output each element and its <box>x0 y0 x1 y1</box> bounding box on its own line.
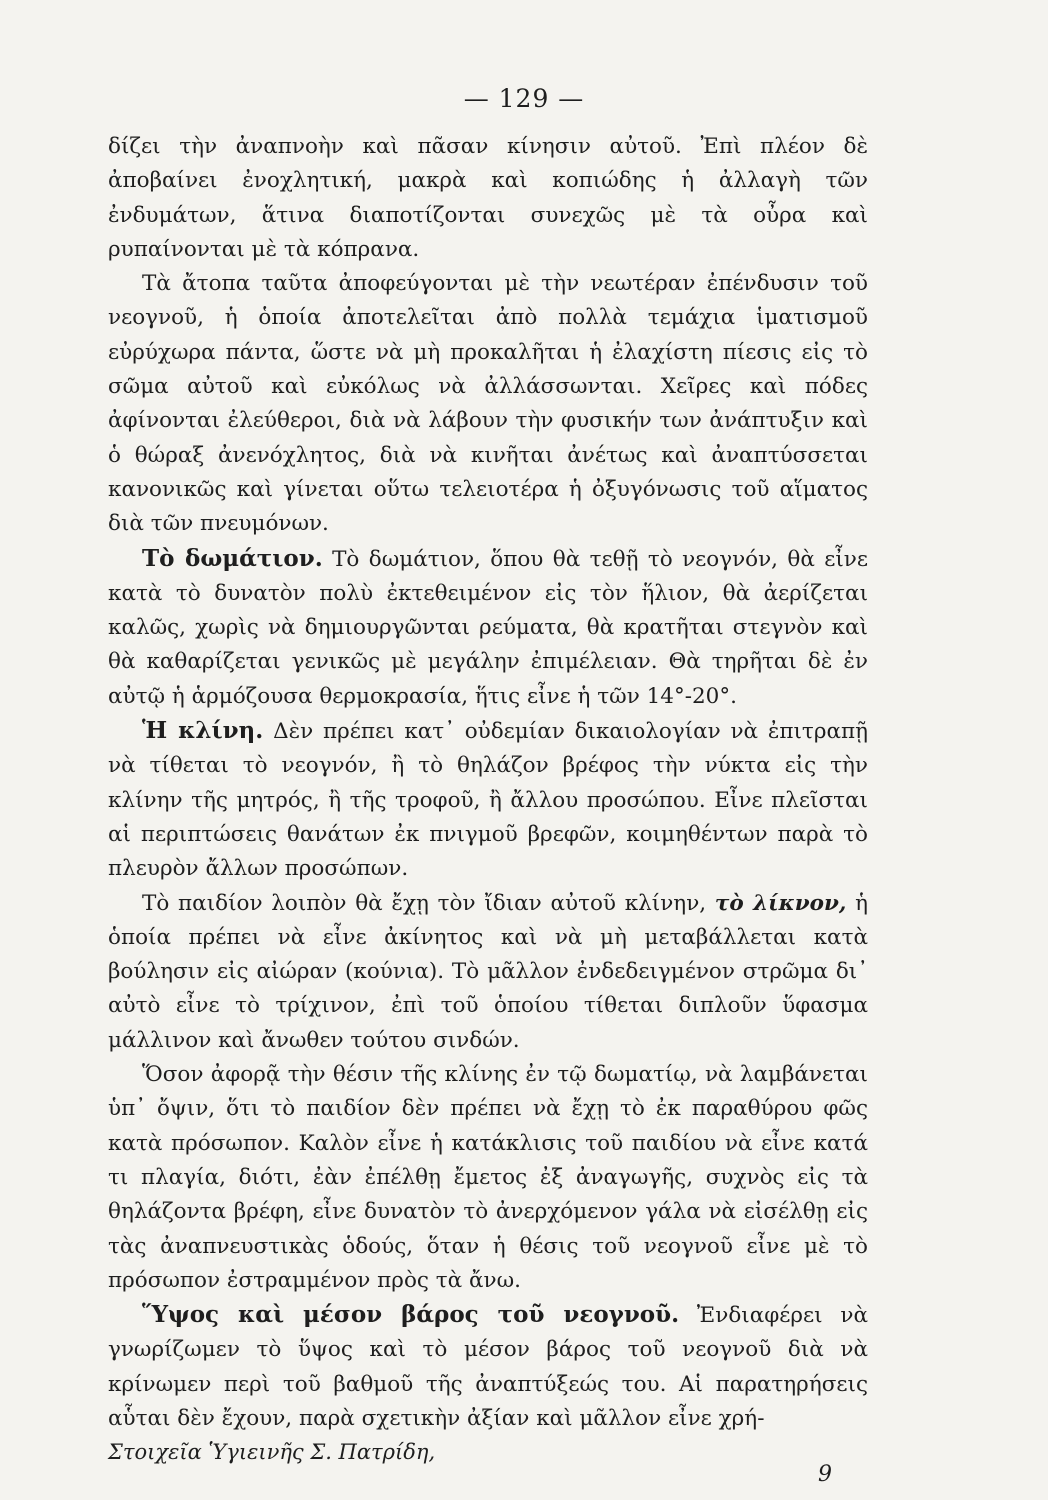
signature-mark: 9 <box>818 1462 832 1487</box>
paragraph-2: Τὰ ἄτοπα ταῦτα ἀποφεύγονται μὲ τὴν νεωτέραν ἐπένδυσιν τοῦ νεογνοῦ, ἡ ὁποία ἀποτελεῖται ἀπὸ πολλὰ τεμάχια ἱματισμοῦ εὐρύχωρα πάντα, ὥστε νὰ μὴ προκαλῆται ἡ ἐλαχίστη πίεσις εἰς τὸ σῶμα αὐτοῦ καὶ εὐκόλως νὰ ἀλλάσσωνται. Χεῖρες καὶ πόδες ἀφίνονται ἐλεύθεροι, διὰ νὰ λάβουν τὴν φυσικήν των ἀνάπτυξιν καὶ ὁ θώραξ ἀνενόχλητος, διὰ νὰ κινῆται ἀνέτως καὶ ἀναπτύσσεται κανονικῶς καὶ γίνεται οὕτω τελειοτέρα ἡ ὀξυγόνωσις τοῦ αἵματος διὰ τῶν πνευμόνων. <box>108 271 868 537</box>
page-footer <box>108 1440 868 1487</box>
page-number: — 129 — <box>463 84 585 113</box>
paragraph-cradle-end: ἡ ὁποία πρέπει νὰ εἶνε ἀκίνητος καὶ νὰ μὴ μεταβάλλεται κατὰ βούλησιν εἰς αἰώραν (κούνια). Τὸ μᾶλλον ἐνδεδειγμένον στρῶμα δι᾽ αὐτὸ εἶνε τὸ τρίχινον, ἐπὶ τοῦ ὁποίου τίθεται διπλοῦν ὕφασμα μάλλινον καὶ ἄνωθεν τούτου σινδών. <box>108 890 869 1053</box>
body-text <box>108 130 868 1436</box>
paragraph-bed-text: Δὲν πρέπει κατ᾽ οὐδεμίαν δικαιολογίαν νὰ ἐπιτραπῇ νὰ τίθεται τὸ νεογνόν, ἢ τὸ θηλάζον βρέφος τὴν νύκτα εἰς τὴν κλίνην τῆς μητρός, ἢ τῆς τροφοῦ, ἢ ἄλλου προσώπου. Εἶνε πλεῖσται αἱ περιπτώσεις θανάτων ἐκ πνιγμοῦ βρεφῶν, κοιμηθέντων παρὰ τὸ πλευρὸν ἄλλων προσώπων. <box>108 719 868 882</box>
paragraph-1: δίζει τὴν ἀναπνοὴν καὶ πᾶσαν κίνησιν αὐτοῦ. Ἐπὶ πλέον δὲ ἀποβαίνει ἐνοχλητική, μακρὰ καὶ κοπιώδης ἡ ἀλλαγὴ τῶν ἐνδυμάτων, ἅτινα διαποτίζονται συνεχῶς μὲ τὰ οὖρα καὶ ρυπαίνονται μὲ τὰ κόπρανα. <box>108 134 868 262</box>
paragraph-cradle <box>108 887 868 1058</box>
paragraph-room-text: Τὸ δωμάτιον, ὅπου θὰ τεθῇ τὸ νεογνόν, θὰ εἶνε κατὰ τὸ δυνατὸν πολὺ ἐκτεθειμένον εἰς τὸν ἥλιον, θὰ ἀερίζεται καλῶς, χωρὶς νὰ δημιουργῶνται ρεύματα, θὰ κρατῆται στεγνὸν καὶ θὰ καθαρίζεται γενικῶς μὲ μεγάλην ἐπιμέλειαν. Θὰ τηρῆται δὲ ἐν αὐτῷ ἡ ἁρμόζουσα θερμοκρασία, ἥτις εἶνε ἡ τῶν 14°-20°. <box>108 546 868 709</box>
paragraph-cradle-start: Τὸ παιδίον λοιπὸν θὰ ἔχῃ τὸν ἴδιαν αὐτοῦ κλίνην, <box>142 890 715 916</box>
section-heading-bed: Ἡ κλίνη. <box>142 717 264 745</box>
paragraph-height-weight <box>108 1298 868 1436</box>
footer-source: Στοιχεῖα Ὑγιεινῆς Σ. Πατρίδη, <box>108 1440 436 1464</box>
emphasis-cradle: τὸ λίκνον, <box>714 890 847 916</box>
paragraph-height-weight-text: Ἐνδιαφέρει νὰ γνωρίζωμεν τὸ ὕψος καὶ τὸ μέσον βάρος τοῦ νεογνοῦ διὰ νὰ κρίνωμεν περὶ τοῦ βαθμοῦ τῆς ἀναπτύξεώς του. Αἱ παρατηρήσεις αὗται δὲν ἔχουν, παρὰ σχετικὴν ἀξίαν καὶ μᾶλλον εἶνε χρή- <box>108 1303 868 1431</box>
paragraph-room <box>108 542 868 714</box>
section-heading-height-weight: Ὕψος καὶ μέσον βάρος τοῦ νεογνοῦ. <box>142 1301 680 1329</box>
section-heading-room: Τὸ δωμάτιον. <box>142 544 323 572</box>
paragraph-bed <box>108 714 868 886</box>
paragraph-position: Ὅσον ἀφορᾷ τὴν θέσιν τῆς κλίνης ἐν τῷ δωματίῳ, νὰ λαμβάνεται ὑπ᾽ ὄψιν, ὅτι τὸ παιδίον δὲν πρέπει νὰ ἔχῃ τὸ ἐκ παραθύρου φῶς κατὰ πρόσωπον. Καλὸν εἶνε ἡ κατάκλισις τοῦ παιδίου νὰ εἶνε κατά τι πλαγία, διότι, ἐὰν ἐπέλθῃ ἔμετος ἐξ ἀναγωγῆς, συχνὸς εἰς τὰ θηλάζοντα βρέφη, εἶνε δυνατὸν τὸ ἀνερχόμενον γάλα νὰ εἰσέλθῃ εἰς τὰς ἀναπνευστικὰς ὁδούς, ὅταν ἡ θέσις τοῦ νεογνοῦ εἶνε μὲ τὸ πρόσωπον ἐστραμμένον πρὸς τὰ ἄνω. <box>108 1062 868 1293</box>
